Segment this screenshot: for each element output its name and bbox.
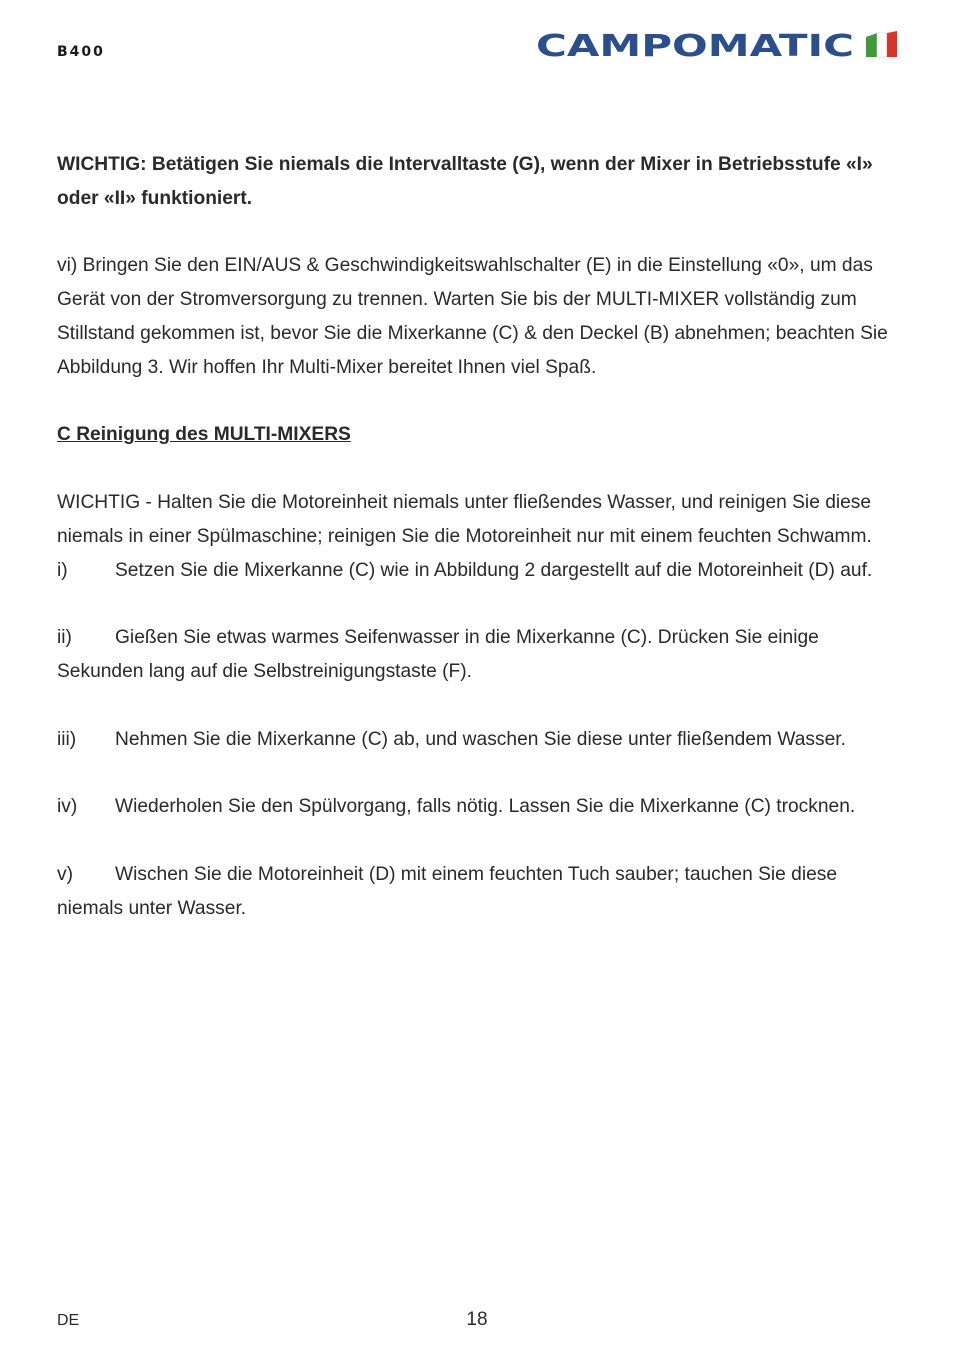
list-item-text: Gießen Sie etwas warmes Seifenwasser in die Mixerkanne (C). Drücken Sie einige Sekunden lang auf die Selbstreinigungstaste (F). xyxy=(57,627,819,682)
step-vi-paragraph: vi) Bringen Sie den EIN/AUS & Geschwindigkeitswahlschalter (E) in die Einstellung «0», um das Gerät von der Stromversorgung zu trennen. Warten Sie bis der MULTI-MIXER vollständig zum Stillstand gekommen ist, bevor Sie die Mixerkanne (C) & den Deckel (B) abnehmen; beachten Sie Abbildung 3. Wir hoffen Ihr Multi-Mixer bereitet Ihnen viel Spaß. xyxy=(57,255,888,378)
section-heading: C Reinigung des MULTI-MIXERS xyxy=(57,424,351,446)
list-item xyxy=(57,621,902,689)
list-item-number: v) xyxy=(57,863,73,885)
list-item xyxy=(57,723,902,757)
campomatic-logo xyxy=(536,31,898,59)
italian-flag-icon xyxy=(866,31,897,57)
warning-paragraph: WICHTIG: Betätigen Sie niemals die Intervalltaste (G), wenn der Mixer in Betriebsstufe «I» oder «II» funktioniert. xyxy=(57,154,873,209)
list-item-text: Setzen Sie die Mixerkanne (C) wie in Abbildung 2 dargestellt auf die Motoreinheit (D) auf. xyxy=(115,559,873,581)
list-item xyxy=(57,790,902,824)
page-number: 18 xyxy=(466,1309,488,1330)
list-item xyxy=(57,858,902,926)
list-item-number: iii) xyxy=(57,728,77,750)
list-item-number: i) xyxy=(57,559,68,581)
list-item-text: Wischen Sie die Motoreinheit (D) mit einem feuchten Tuch sauber; tauchen Sie diese niemals unter Wasser. xyxy=(57,863,838,919)
list-item xyxy=(57,554,902,588)
list-item-text: Wiederholen Sie den Spülvorgang, falls nötig. Lassen Sie die Mixerkanne (C) trocknen. xyxy=(115,796,856,818)
cleaning-warning-paragraph: WICHTIG - Halten Sie die Motoreinheit niemals unter fließendes Wasser, und reinigen Sie diese niemals in einer Spülmaschine; reinigen Sie die Motoreinheit nur mit einem feuchten Schwamm. xyxy=(57,491,872,547)
footer-language: DE xyxy=(57,1312,80,1329)
document-body xyxy=(57,148,902,959)
model-code: B400 xyxy=(57,44,105,60)
list-item-text: Nehmen Sie die Mixerkanne (C) ab, und waschen Sie diese unter fließendem Wasser. xyxy=(115,728,846,750)
logo-text: CAMPOMATIC xyxy=(536,31,854,59)
list-item-number: ii) xyxy=(57,627,72,649)
list-item-number: iv) xyxy=(57,796,78,818)
